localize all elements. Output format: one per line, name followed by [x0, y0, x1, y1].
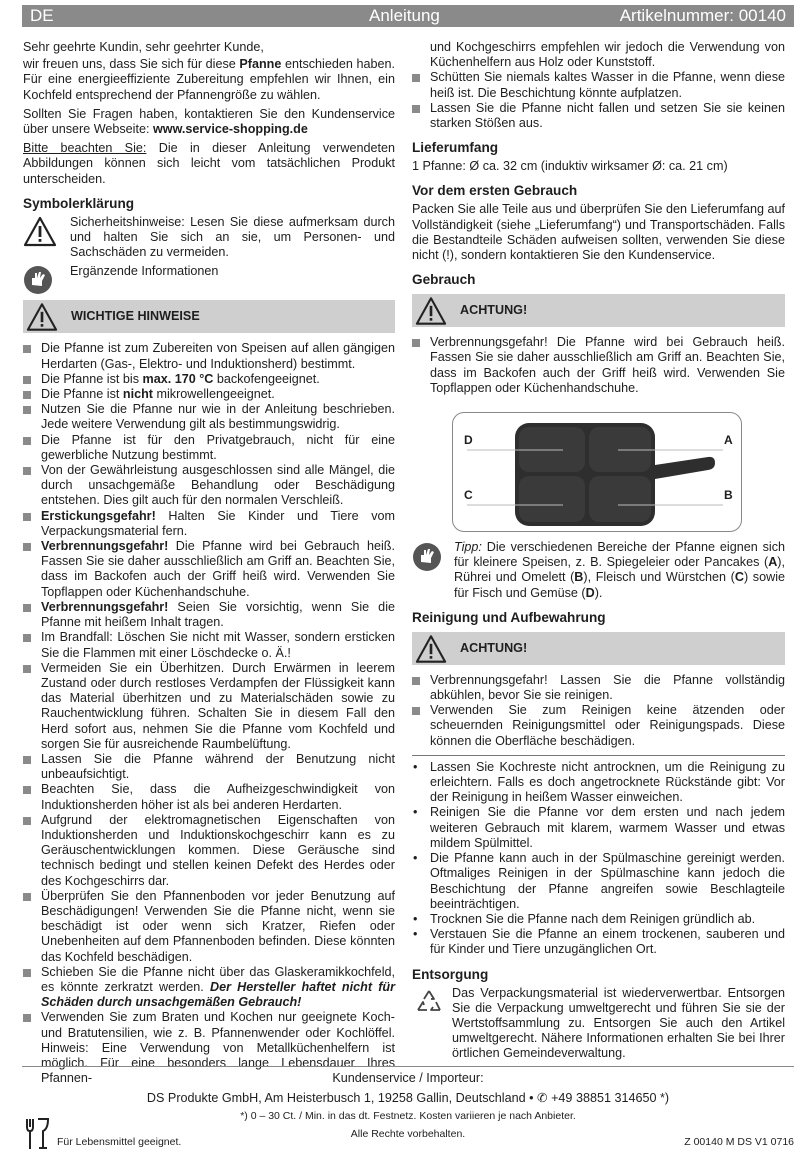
- list-item: Verbrennungsgefahr! Die Pfanne wird bei Gebrauch heiß. Fassen Sie sie daher ausschließlich am Griff an. Beachten Sie, dass im Backofen auch der Griff heiß wird. Verwenden Sie Topflappen oder Küchenhandschuhe.: [23, 539, 395, 600]
- symbol-row-safety: [23, 215, 395, 261]
- important-notes-banner: [23, 300, 395, 333]
- list-item: Verbrennungsgefahr! Die Pfanne wird bei Gebrauch heiß. Fassen Sie sie daher ausschließlich am Griff an. Beachten Sie, dass im Backofen auch der Griff heiß wird. Verwenden Sie Topflappen oder Küchenhandschuhe.: [412, 335, 785, 396]
- image-note: Bitte beachten Sie: Die in dieser Anleitung verwendeten Abbildungen können sich leicht vom tatsächlichen Produkt unterscheiden.: [23, 141, 395, 186]
- label-a: A: [724, 433, 733, 448]
- warning-triangle-icon: [415, 634, 447, 664]
- list-item: Beachten Sie, dass die Aufheizgeschwindigkeit von Induktionsherden höher ist als bei anderen Herdarten.: [23, 782, 395, 812]
- list-item: • Die Pfanne kann auch in der Spülmaschine gereinigt werden. Oftmaliges Reinigen in der Spülmaschine kann jedoch die Beschichtung der Pfanne angreifen sowie Beschlagteile beeinträchtigen.: [412, 851, 785, 912]
- list-item: Lassen Sie die Pfanne während der Benutzung nicht unbeaufsichtigt.: [23, 752, 395, 782]
- disposal-text: Das Verpackungsmaterial ist wiederverwertbar. Entsorgen Sie die Verpackung umweltgerecht und führen Sie sie der Wertstoffsammlung zu. Entsorgen Sie auch den Artikel umweltgerecht. Nähere Informationen erhalten Sie bei Ihrer örtlichen Gemeindeverwaltung.: [452, 985, 785, 1061]
- attention-title: ACHTUNG!: [460, 640, 528, 655]
- first-use-text: Packen Sie alle Teile aus und überprüfen Sie den Lieferumfang auf Vollständigkeit (siehe „Lieferumfang“) und Transportschäden. Falls die Bestandteile Schäden aufweisen sollten, verwenden Sie diese nicht (!), sondern kontaktieren Sie den Kundenservice.: [412, 202, 785, 263]
- service-label: Kundenservice / Importeur:: [332, 1071, 484, 1085]
- tip-row: [412, 540, 785, 601]
- list-item: Verwenden Sie zum Reinigen keine ätzenden oder scheuernden Reinigungsmittel oder Reinigungspads. Diese können die Oberfläche beschädigen.: [412, 703, 785, 749]
- important-notes-list: [23, 341, 395, 1086]
- warning-triangle-icon: [415, 296, 447, 326]
- cleaning-warnings-list: [412, 673, 785, 749]
- greeting: Sehr geehrte Kundin, sehr geehrter Kunde,: [23, 40, 264, 54]
- list-item: Erstickungsgefahr! Halten Sie Kinder und Tiere vom Verpackungsmaterial fern.: [23, 509, 395, 539]
- attention-title: ACHTUNG!: [460, 303, 528, 318]
- pan-illustration: [452, 412, 742, 532]
- header-title: Anleitung: [369, 6, 440, 25]
- footer: [22, 1066, 794, 1148]
- label-d: D: [464, 433, 473, 448]
- contact-text: Sollten Sie Fragen haben, kontaktieren Sie den Kundenservice über unsere Webseite: www.service-shopping.de: [23, 106, 395, 137]
- scope-heading: Lieferumfang: [412, 140, 499, 156]
- list-item: Schieben Sie die Pfanne nicht über das Glaskeramikkochfeld, es könnte zerkratzt werden. Der Hersteller haftet nicht für Schäden durch unsachgemäßen Gebrauch!: [23, 965, 395, 1011]
- pan-image: [453, 413, 743, 533]
- list-item: Die Pfanne ist zum Zubereiten von Speisen auf allen gängigen Herdarten (Gas-, Elektro- und Induktionsherd) bestimmt.: [23, 341, 395, 371]
- disposal-row: [412, 986, 785, 1062]
- warning-triangle-icon: [23, 216, 57, 247]
- disposal-heading: Entsorgung: [412, 966, 489, 982]
- hand-info-icon: [412, 542, 442, 572]
- hand-info-icon: [23, 265, 53, 295]
- label-b: B: [724, 488, 733, 503]
- right-column: [412, 40, 785, 1066]
- symbol-safety-text: Sicherheitshinweise: Lesen Sie diese aufmerksam durch und halten Sie sich an sie, um Personen- und Sachschäden zu vermeiden.: [70, 214, 395, 260]
- document-code: Z 00140 M DS V1 0716: [684, 1136, 794, 1148]
- symbols-heading: Symbolerklärung: [23, 195, 135, 211]
- list-item: Verbrennungsgefahr! Seien Sie vorsichtig, wenn Sie die Pfanne mit heißem Inhalt tragen.: [23, 600, 395, 630]
- language-code: DE: [30, 6, 54, 25]
- list-item: Überprüfen Sie den Pfannenboden vor jeder Benutzung auf Beschädigungen! Verwenden Sie die Pfanne nicht, wenn sie beschädigt ist oder wenn sich Kratzer, Riefen oder Unebenheiten auf dem Pfannenboden befinden. Diese könnten das Kochfeld beschädigen.: [23, 889, 395, 965]
- attention-banner: [412, 294, 785, 327]
- rights-note: Alle Rechte vorbehalten.: [350, 1128, 466, 1140]
- scope-text: 1 Pfanne: Ø ca. 32 cm (induktiv wirksamer Ø: ca. 21 cm): [412, 159, 728, 174]
- label-c: C: [464, 488, 473, 503]
- list-item: Die Pfanne ist nicht mikrowellengeeignet.: [23, 387, 395, 402]
- list-item: • Verstauen Sie die Pfanne an einem trockenen, sauberen und für Kinder und Tiere unzugänglichen Ort.: [412, 927, 785, 957]
- list-item: • Trocknen Sie die Pfanne nach dem Reinigen gründlich ab.: [412, 912, 785, 927]
- list-item: Die Pfanne ist bis max. 170 °C backofengeeignet.: [23, 372, 395, 387]
- food-safe-text: Für Lebensmittel geeignet.: [57, 1136, 182, 1148]
- recycle-icon: [414, 988, 444, 1018]
- list-item: Nutzen Sie die Pfanne nur wie in der Anleitung beschrieben. Jede weitere Verwendung gilt als bestimmungswidrig.: [23, 402, 395, 432]
- continued-text: und Kochgeschirrs empfehlen wir jedoch die Verwendung von Küchenhelfern aus Holz oder Kunststoff.: [430, 40, 785, 70]
- attention-banner: [412, 632, 785, 665]
- food-safe-icon: [24, 1117, 52, 1151]
- left-column: [23, 40, 395, 1086]
- first-use-heading: Vor dem ersten Gebrauch: [412, 183, 578, 199]
- use-list: [412, 335, 785, 396]
- list-item: • Reinigen Sie die Pfanne vor dem ersten und nach jedem weiteren Gebrauch mit klarem, warmem Wasser und etwas mildem Spülmittel.: [412, 805, 785, 851]
- list-item: Im Brandfall: Löschen Sie nicht mit Wasser, sondern ersticken Sie die Flammen mit einer Löschdecke o. Ä.!: [23, 630, 395, 660]
- list-item: • Lassen Sie Kochreste nicht antrocknen, um die Reinigung zu erleichtern. Falls es doch angetrocknete Rückstände gibt: Vor der Reinigung in heißem Wasser einweichen.: [412, 760, 785, 806]
- warning-triangle-icon: [26, 302, 58, 332]
- article-number: Artikelnummer: 00140: [619, 6, 786, 25]
- header-bar: [22, 5, 794, 27]
- symbol-info-text: Ergänzende Informationen: [70, 264, 219, 279]
- tip-text: Tipp: Die verschiedenen Bereiche der Pfanne eignen sich für kleinere Speisen, z. B. Spiegeleier oder Pancakes (A), Rührei und Omelett (B), Fleisch und Würstchen (C) sowie für Fisch und Gemüse (D).: [454, 540, 785, 600]
- extra-notes-list: [412, 70, 785, 131]
- divider: [412, 755, 785, 756]
- list-item: Aufgrund der elektromagnetischen Eigenschaften von Induktionsherden und Induktionskochgeschirr kann es zu Geräuschentwicklungen kommen. Diese Geräusche sind technisch bedingt und stellen keinen Defekt des Herdes oder des Kochgeschirrs dar.: [23, 813, 395, 889]
- company-address: DS Produkte GmbH, Am Heisterbusch 1, 19258 Gallin, Deutschland • ✆ +49 38851 314650 *): [146, 1091, 670, 1105]
- list-item: Vermeiden Sie ein Überhitzen. Durch Erwärmen in leerem Zustand oder durch restloses Verdampfen der Flüssigkeit kann das Material überhitzen und zu Materialschäden sowie zu Rauchentwicklung führen. Schalten Sie in diesem Fall den Herd sofort aus, nehmen Sie die Pfanne vom Kochfeld und sorgen Sie für ausreichende Raumbelüftung.: [23, 661, 395, 752]
- list-item: Von der Gewährleistung ausgeschlossen sind alle Mängel, die durch unsachgemäße Behandlung oder Beschädigung entstehen. Dies gilt auch für den normalen Verschleiß.: [23, 463, 395, 509]
- intro-text: wir freuen uns, dass Sie sich für diese Pfanne entschieden haben. Für eine energieeffiziente Zubereitung empfehlen wir Ihnen, ein Kochfeld entsprechend der Pfannengröße zu wählen.: [23, 57, 395, 102]
- list-item: Schütten Sie niemals kaltes Wasser in die Pfanne, wenn diese heiß ist. Die Beschichtung könnte aufplatzen.: [412, 70, 785, 100]
- cost-note: *) 0 – 30 Ct. / Min. in das dt. Festnetz. Kosten variieren je nach Anbieter.: [240, 1110, 576, 1122]
- use-heading: Gebrauch: [412, 272, 476, 288]
- list-item: Die Pfanne ist für den Privatgebrauch, nicht für eine gewerbliche Nutzung bestimmt.: [23, 433, 395, 463]
- website-link[interactable]: www.service-shopping.de: [152, 122, 308, 137]
- symbol-row-info: [23, 264, 395, 294]
- list-item: Verbrennungsgefahr! Lassen Sie die Pfanne vollständig abkühlen, bevor Sie sie reinigen.: [412, 673, 785, 703]
- list-item: Lassen Sie die Pfanne nicht fallen und setzen Sie sie keinen starken Stößen aus.: [412, 101, 785, 131]
- cleaning-list: [412, 760, 785, 958]
- important-notes-title: WICHTIGE HINWEISE: [71, 309, 200, 324]
- cleaning-heading: Reinigung und Aufbewahrung: [412, 609, 606, 625]
- list-item: Verwenden Sie zum Braten und Kochen nur geeignete Koch- und Bratutensilien, wie z. B. Pfannenwender oder Kochlöffel. Hinweis: Eine Verwendung von Metallküchenhelfern ist möglich. Für eine besonders lange Lebensdauer Ihres Pfannen-: [23, 1010, 395, 1086]
